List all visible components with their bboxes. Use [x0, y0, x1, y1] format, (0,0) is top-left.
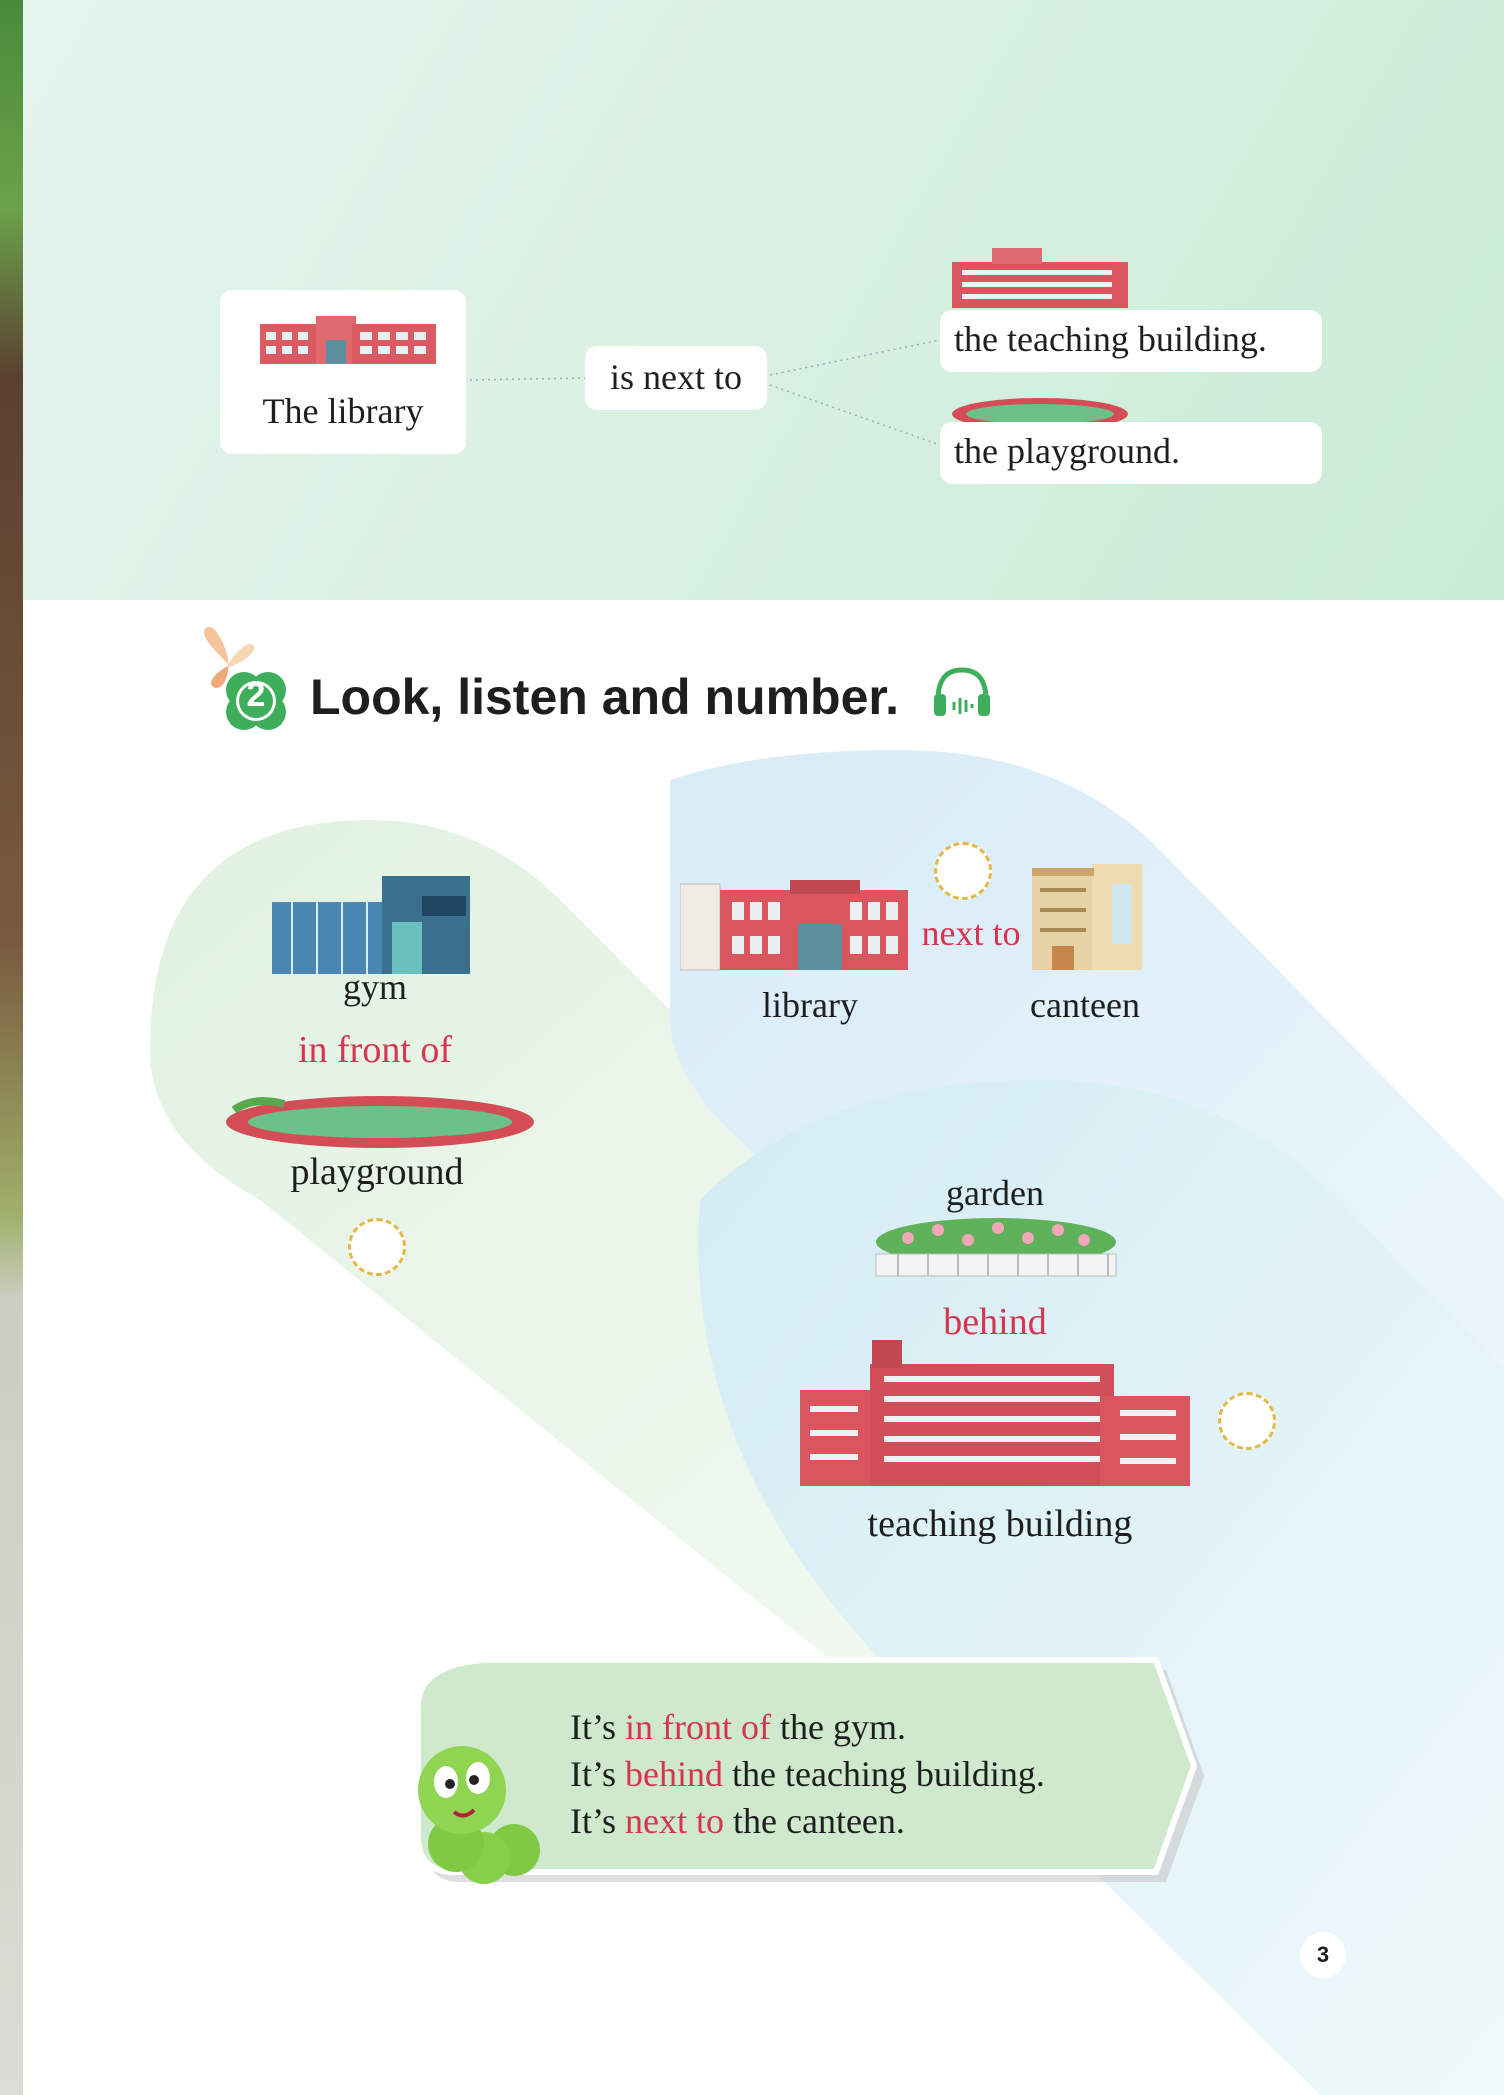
object-text-1: the teaching building. [954, 319, 1267, 359]
canteen-icon [1032, 860, 1144, 972]
answer-circle-bottom-right[interactable] [1218, 1392, 1276, 1450]
speech-line-2-prefix: It’s [570, 1754, 626, 1794]
activity-number: 2 [246, 676, 266, 714]
activity-title: Look, listen and number. [310, 669, 899, 725]
library-label: library [762, 985, 858, 1025]
speech-line-1-prefix: It’s [570, 1707, 626, 1747]
object-card-2 [940, 422, 1322, 484]
gym-label: gym [342, 967, 407, 1007]
speech-line-3 [570, 1798, 1045, 1845]
library-building-icon [260, 310, 436, 370]
garden-icon [868, 1212, 1124, 1284]
teaching-building-small-icon [952, 248, 1128, 312]
speech-line-2 [570, 1751, 1045, 1798]
library-icon [680, 880, 908, 972]
subject-text: The library [262, 391, 424, 431]
top-right-relation-label: next to [921, 913, 1021, 953]
speech-line-3-prefix: It’s [570, 1801, 626, 1841]
teaching-building-icon [800, 1340, 1192, 1490]
bottom-right-relation-label: behind [943, 1301, 1047, 1343]
speech-line-2-suffix: the teaching building. [723, 1754, 1045, 1794]
object-text-2: the playground. [954, 431, 1180, 471]
playground-icon [224, 1090, 536, 1150]
answer-circle-left[interactable] [348, 1218, 406, 1276]
playground-label: playground [290, 1151, 464, 1193]
page-number-badge [1300, 1932, 1346, 1978]
caterpillar-mascot [404, 1720, 554, 1890]
speech-line-1 [570, 1704, 1045, 1751]
subject-card [220, 290, 466, 454]
garden-label: garden [946, 1173, 1044, 1213]
speech-text [570, 1704, 1045, 1845]
gym-icon [272, 872, 472, 976]
answer-circle-top-right[interactable] [934, 842, 992, 900]
speech-line-3-suffix: the canteen. [724, 1801, 905, 1841]
page-number: 3 [1316, 1942, 1330, 1967]
canteen-label: canteen [1030, 985, 1140, 1025]
object-card-1 [940, 310, 1322, 372]
speech-line-1-suffix: the gym. [770, 1707, 906, 1747]
speech-line-3-highlight: next to [625, 1801, 724, 1841]
headphones-icon[interactable] [930, 664, 994, 720]
speech-line-1-highlight: in front of [625, 1707, 771, 1747]
verb-card [585, 346, 767, 410]
teaching-building-label: teaching building [867, 1503, 1133, 1545]
speech-line-2-highlight: behind [625, 1754, 723, 1794]
left-relation-label: in front of [297, 1029, 453, 1071]
verb-text: is next to [610, 357, 742, 397]
